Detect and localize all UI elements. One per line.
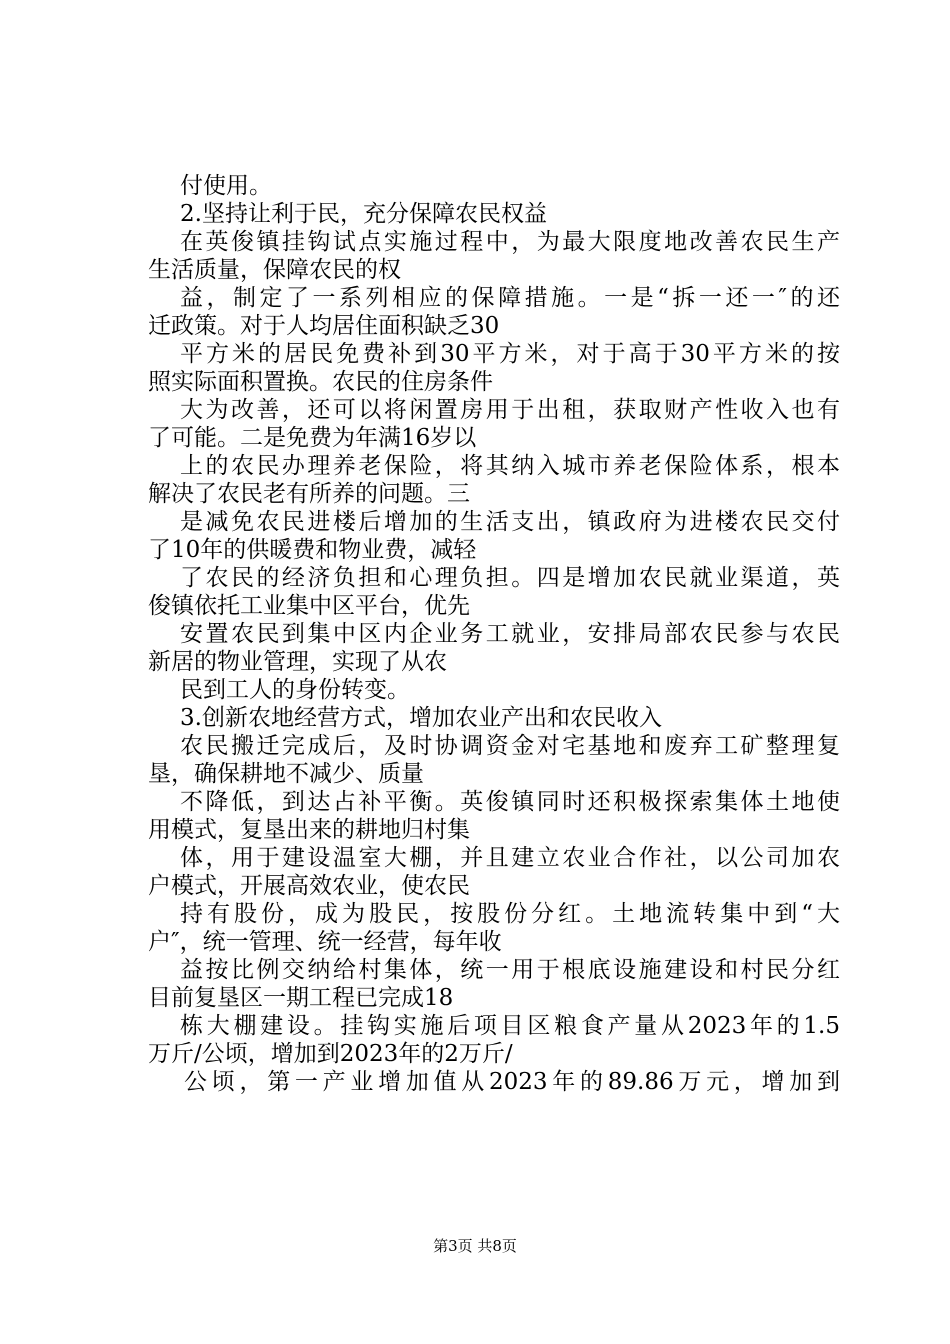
text-line: 新居的物业管理，实现了从农 [148,649,447,675]
text-line: 农民搬迁完成后，及时协调资金对宅基地和废弃工矿整理复 [180,733,840,759]
text-line: 了可能。二是免费为年满16岁以 [148,425,477,451]
text-line: 栋大棚建设。挂钩实施后项目区粮食产量从2023年的1.5 [180,1013,840,1039]
text-line: 益，制定了一系列相应的保障措施。一是“拆一还一″的还 [180,285,840,311]
text-line: 是减免农民进楼后增加的生活支出，镇政府为进楼农民交付 [180,509,840,535]
text-line: 体，用于建设温室大棚，并且建立农业合作社，以公司加农 [180,845,840,871]
text-line: 户模式，开展高效农业，使农民 [148,873,470,899]
text-line: 益按比例交纳给村集体，统一用于根底设施建设和村民分红 [180,957,840,983]
text-line: 公顷，第一产业增加值从2023年的89.86万元，增加到 [184,1069,840,1095]
text-line: 在英俊镇挂钩试点实施过程中，为最大限度地改善农民生产 [180,229,840,255]
text-line: 迁政策。对于人均居住面积缺乏30 [148,313,500,339]
text-line: 民到工人的身份转变。 [180,677,410,703]
text-line: 万斤/公顷，增加到2023年的2万斤/ [148,1041,513,1067]
text-line: 平方米的居民免费补到30平方米，对于高于30平方米的按 [180,341,840,367]
text-line: 户″，统一管理、统一经营，每年收 [148,929,502,955]
text-line: 目前复垦区一期工程已完成18 [148,985,454,1011]
text-line: 安置农民到集中区内企业务工就业，安排局部农民参与农民 [180,621,840,647]
document-body [148,172,840,1096]
text-line: 持有股份，成为股民，按股份分红。土地流转集中到“大 [180,901,840,927]
text-line: 了农民的经济负担和心理负担。四是增加农民就业渠道，英 [180,565,840,591]
text-line: 垦，确保耕地不减少、质量 [148,761,424,787]
section-heading: 2.坚持让利于民，充分保障农民权益 [180,201,547,227]
text-line: 解决了农民老有所养的问题。三 [148,481,470,507]
text-line: 照实际面积置换。农民的住房条件 [148,369,493,395]
text-line: 了10年的供暖费和物业费，减轻 [148,537,477,563]
text-line: 生活质量，保障农民的权 [148,257,401,283]
text-line: 用模式，复垦出来的耕地归村集 [148,817,470,843]
page-footer: 第3页 共8页 [433,1237,517,1255]
text-line: 上的农民办理养老保险，将其纳入城市养老保险体系，根本 [180,453,840,479]
text-line: 付使用。 [180,173,272,199]
text-line: 大为改善，还可以将闲置房用于出租，获取财产性收入也有 [180,397,840,423]
text-line: 不降低，到达占补平衡。英俊镇同时还积极探索集体土地使 [180,789,840,815]
text-line: 俊镇依托工业集中区平台，优先 [148,593,470,619]
section-heading: 3.创新农地经营方式，增加农业产出和农民收入 [180,705,662,731]
